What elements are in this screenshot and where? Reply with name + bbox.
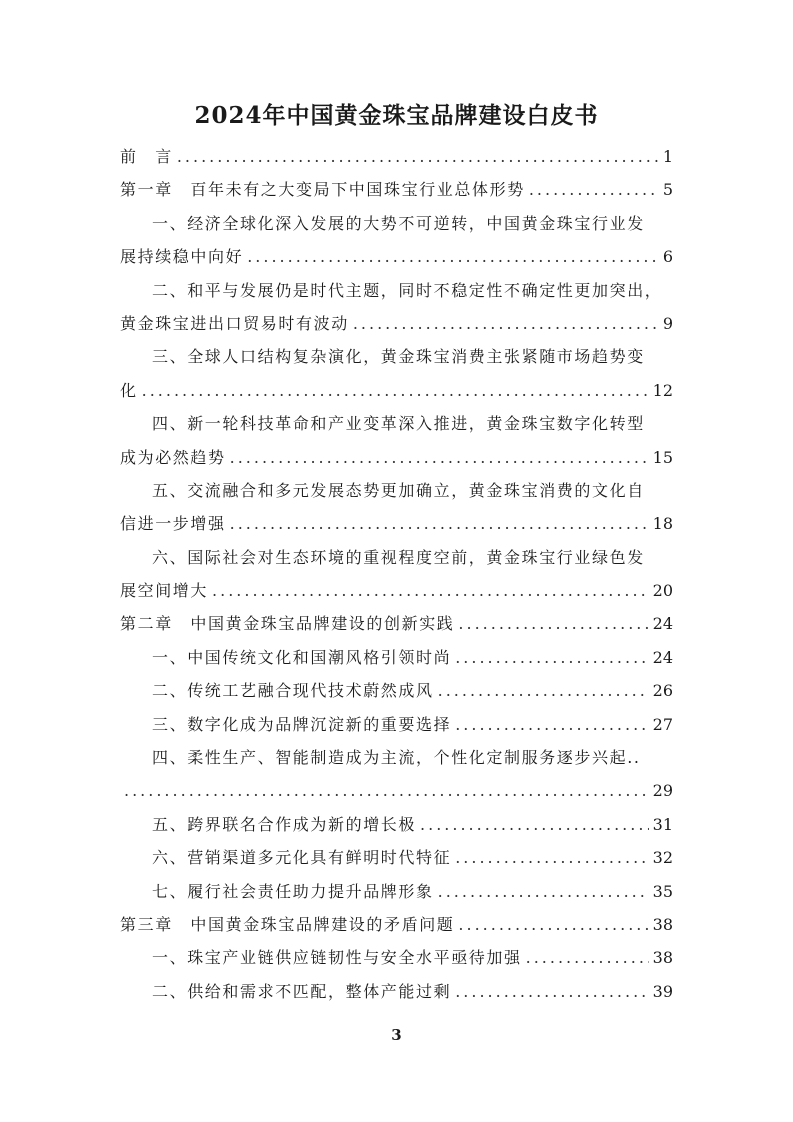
toc-dot-leader — [438, 875, 649, 908]
toc-entry-title: 六、国际社会对生态环境的重视程度空前，黄金珠宝行业绿色发 — [152, 547, 645, 567]
toc-entry-title: 成为必然趋势 — [120, 447, 226, 467]
table-of-contents — [120, 140, 673, 1008]
page-number: 3 — [391, 1026, 402, 1044]
toc-page-number: 26 — [652, 681, 673, 701]
toc-page-number: 38 — [652, 948, 673, 968]
toc-entry-title: 一、珠宝产业链供应链韧性与安全水平亟待加强 — [152, 948, 522, 968]
toc-entry-title: 第一章 百年未有之大变局下中国珠宝行业总体形势 — [120, 180, 525, 200]
toc-entry-title: 一、中国传统文化和国潮风格引领时尚 — [152, 647, 452, 667]
toc-page-number: 32 — [652, 848, 673, 868]
toc-entry[interactable] — [120, 975, 673, 1008]
toc-dot-leader — [230, 507, 649, 540]
toc-dot-leader — [438, 674, 649, 707]
toc-page-number: 5 — [662, 180, 673, 200]
toc-entry-title: 二、和平与发展仍是时代主题，同时不稳定性不确定性更加突出， — [152, 280, 663, 300]
toc-entry-title: 三、数字化成为品牌沉淀新的重要选择 — [152, 714, 452, 734]
toc-entry-title: 黄金珠宝进出口贸易时有波动 — [120, 313, 349, 333]
toc-continuation-line — [120, 274, 673, 307]
toc-dot-leader — [455, 641, 648, 674]
toc-entry-title: 二、传统工艺融合现代技术蔚然成风 — [152, 681, 434, 701]
toc-entry-title: 五、交流融合和多元发展态势更加确立，黄金珠宝消费的文化自 — [152, 480, 645, 500]
toc-page-number: 29 — [652, 781, 673, 801]
toc-entry[interactable] — [120, 140, 673, 173]
toc-dot-leader — [458, 607, 648, 640]
toc-entry-title: 化 — [120, 380, 138, 400]
toc-dot-leader — [230, 441, 649, 474]
toc-entry-title: 二、供给和需求不匹配，整体产能过剩 — [152, 981, 452, 1001]
toc-entry[interactable] — [120, 908, 673, 941]
toc-entry[interactable] — [120, 774, 673, 807]
toc-entry-title: 展空间增大 — [120, 581, 209, 601]
toc-dot-leader — [420, 808, 649, 841]
toc-entry[interactable] — [120, 441, 673, 474]
toc-entry[interactable] — [120, 808, 673, 841]
toc-page-number: 39 — [652, 981, 673, 1001]
toc-dot-leader — [124, 774, 649, 807]
toc-dot-leader — [455, 841, 648, 874]
toc-page-number: 18 — [652, 514, 673, 534]
toc-entry[interactable] — [120, 875, 673, 908]
toc-entry-title: 六、营销渠道多元化具有鲜明时代特征 — [152, 848, 452, 868]
toc-dot-leader — [177, 140, 659, 173]
toc-entry-title: 第三章 中国黄金珠宝品牌建设的矛盾问题 — [120, 914, 455, 934]
toc-continuation-line — [120, 207, 673, 240]
toc-dot-leader — [455, 975, 648, 1008]
toc-entry-title: 展持续稳中向好 — [120, 247, 244, 267]
toc-entry-title: 三、全球人口结构复杂演化，黄金珠宝消费主张紧随市场趋势变 — [152, 347, 645, 367]
toc-page-number: 24 — [652, 647, 673, 667]
toc-entry-title: 一、经济全球化深入发展的大势不可逆转，中国黄金珠宝行业发 — [152, 213, 645, 233]
toc-entry[interactable] — [120, 941, 673, 974]
toc-entry[interactable] — [120, 674, 673, 707]
document-title: 2024年中国黄金珠宝品牌建设白皮书 — [194, 102, 599, 129]
toc-entry[interactable] — [120, 641, 673, 674]
toc-page-number: 35 — [652, 881, 673, 901]
toc-dot-leader — [247, 240, 659, 273]
toc-page-number: 12 — [652, 380, 673, 400]
toc-entry-title: 第二章 中国黄金珠宝品牌建设的创新实践 — [120, 614, 455, 634]
toc-continuation-line — [120, 474, 673, 507]
toc-entry-title: 四、柔性生产、智能制造成为主流，个性化定制服务逐步兴起.. — [152, 748, 641, 768]
toc-entry[interactable] — [120, 507, 673, 540]
toc-page-number: 1 — [662, 147, 673, 166]
toc-entry-title: 信进一步增强 — [120, 514, 226, 534]
toc-dot-leader — [455, 708, 648, 741]
toc-dot-leader — [353, 307, 659, 340]
toc-page-number: 20 — [652, 581, 673, 601]
toc-page-number: 24 — [652, 614, 673, 634]
toc-continuation-line — [120, 407, 673, 440]
toc-page-number: 27 — [652, 714, 673, 734]
toc-continuation-line — [120, 340, 673, 373]
toc-entry[interactable] — [120, 173, 673, 206]
toc-entry[interactable] — [120, 574, 673, 607]
toc-entry[interactable] — [120, 240, 673, 273]
toc-entry-title: 前 言 — [120, 147, 173, 166]
toc-entry[interactable] — [120, 307, 673, 340]
toc-page-number: 15 — [652, 447, 673, 467]
toc-entry[interactable] — [120, 841, 673, 874]
toc-entry[interactable] — [120, 607, 673, 640]
document-page — [120, 0, 673, 1122]
toc-entry-title: 五、跨界联名合作成为新的增长极 — [152, 814, 417, 834]
toc-page-number: 31 — [652, 814, 673, 834]
toc-page-number: 38 — [652, 914, 673, 934]
toc-entry[interactable] — [120, 374, 673, 407]
toc-continuation-line — [120, 541, 673, 574]
toc-dot-leader — [458, 908, 648, 941]
toc-dot-leader — [212, 574, 649, 607]
toc-continuation-line — [120, 741, 673, 774]
toc-entry-title: 四、新一轮科技革命和产业变革深入推进，黄金珠宝数字化转型 — [152, 414, 645, 434]
toc-dot-leader — [142, 374, 649, 407]
toc-dot-leader — [529, 173, 659, 206]
toc-dot-leader — [526, 941, 649, 974]
toc-page-number: 9 — [662, 313, 673, 333]
toc-page-number: 6 — [662, 247, 673, 267]
toc-entry[interactable] — [120, 708, 673, 741]
toc-entry-title: 七、履行社会责任助力提升品牌形象 — [152, 881, 434, 901]
